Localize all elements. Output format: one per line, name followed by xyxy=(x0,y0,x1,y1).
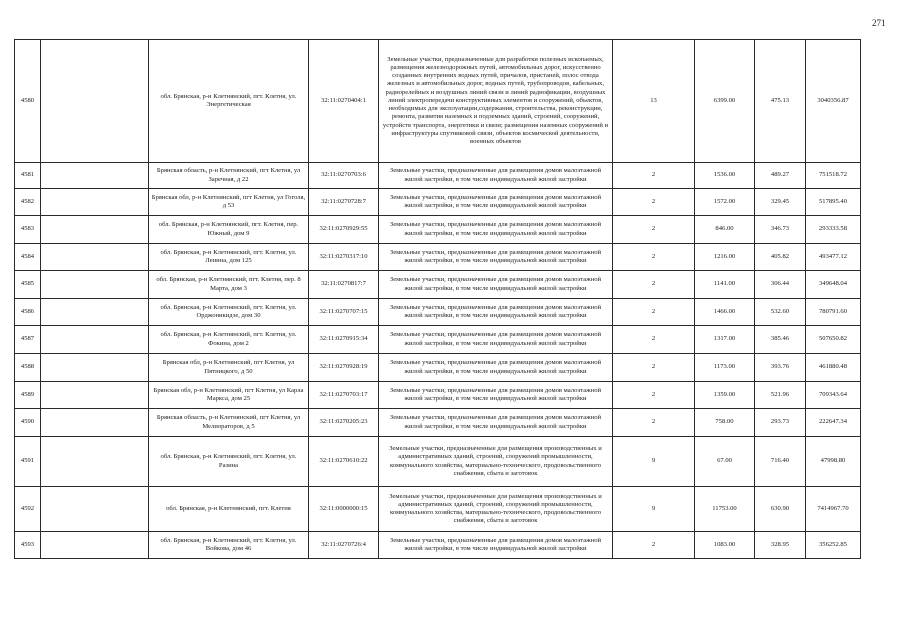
blank-cell xyxy=(41,326,149,354)
area-cell: 1536.00 xyxy=(695,163,755,189)
land-use-cell: Земельные участки, предназначенные для размещения домов малоэтажной жилой застройки, в том числе индивидуальной жилой застройки xyxy=(379,409,613,437)
blank-cell xyxy=(41,163,149,189)
blank-cell xyxy=(41,299,149,326)
group-code-cell: 13 xyxy=(613,40,695,163)
page-number: 271 xyxy=(872,18,886,28)
cadastral-cost-cell: 3040356.87 xyxy=(806,40,861,163)
cadastral-cost-cell: 517895.40 xyxy=(806,189,861,216)
land-use-cell: Земельные участки, предназначенные для размещения домов малоэтажной жилой застройки, в том числе индивидуальной жилой застройки xyxy=(379,271,613,299)
blank-cell xyxy=(41,244,149,271)
address-cell: обл. Брянская, р-н Клетнянский, пгт. Клетня, ул. Ленина, дом 125 xyxy=(149,244,309,271)
group-code-cell: 2 xyxy=(613,382,695,409)
cadastral-cost-cell: 349648.04 xyxy=(806,271,861,299)
cadastral-cost-cell: 507650.82 xyxy=(806,326,861,354)
land-register-table xyxy=(14,39,861,559)
table-row xyxy=(15,437,861,487)
group-code-cell: 9 xyxy=(613,437,695,487)
cadastral-number-cell: 32:11:0270929:55 xyxy=(309,216,379,244)
row-number-cell: 4582 xyxy=(15,189,41,216)
address-cell: обл. Брянская, р-н Клетнянский, пгт. Клетня, ул. Орджоникидзе, дом 30 xyxy=(149,299,309,326)
cadastral-number-cell: 32:11:0270703:17 xyxy=(309,382,379,409)
cadastral-cost-cell: 709343.64 xyxy=(806,382,861,409)
cadastral-number-cell: 32:11:0270404:1 xyxy=(309,40,379,163)
area-cell: 11753.00 xyxy=(695,487,755,532)
group-code-cell: 2 xyxy=(613,271,695,299)
blank-cell xyxy=(41,409,149,437)
area-cell: 846.00 xyxy=(695,216,755,244)
table-row xyxy=(15,163,861,189)
land-use-cell: Земельные участки, предназначенные для размещения домов малоэтажной жилой застройки, в том числе индивидуальной жилой застройки xyxy=(379,244,613,271)
area-cell: 1141.00 xyxy=(695,271,755,299)
cadastral-cost-cell: 461880.48 xyxy=(806,354,861,382)
table-row xyxy=(15,244,861,271)
land-use-cell: Земельные участки, предназначенные для размещения домов малоэтажной жилой застройки, в том числе индивидуальной жилой застройки xyxy=(379,326,613,354)
address-cell: обл. Брянская, р-н Клетнянский, пгт. Клетня xyxy=(149,487,309,532)
land-use-cell: Земельные участки, предназначенные для размещения домов малоэтажной жилой застройки, в том числе индивидуальной жилой застройки xyxy=(379,299,613,326)
table-row xyxy=(15,532,861,559)
group-code-cell: 2 xyxy=(613,163,695,189)
group-code-cell: 2 xyxy=(613,326,695,354)
blank-cell xyxy=(41,271,149,299)
blank-cell xyxy=(41,532,149,559)
table-row xyxy=(15,299,861,326)
table-row xyxy=(15,354,861,382)
table-row xyxy=(15,271,861,299)
address-cell: Брянская область, р-н Клетнянский, пгт Клетня, ул Мелиораторов, д 5 xyxy=(149,409,309,437)
address-cell: обл. Брянская, р-н Клетнянский, пгт. Клетня, ул. Разина xyxy=(149,437,309,487)
group-code-cell: 2 xyxy=(613,244,695,271)
land-use-cell: Земельные участки, предназначенные для разработки полезных ископаемых, размещения железнодорожных путей, автомобильных дорог, искусственно созданных внутренних водных путей, причалов, пристаней, полос отвода железных и автомобильных дорог, водных путей, трубопроводов, кабельных, радиорелейных и воздушных линий связи и линий радиофикации, воздушных линий электропередачи конструктивных элементов и сооружений, объектов, необходимых для эксплуатации,содержания, строительства, реконструкции, ремонта, развития наземных и подземных зданий, строений, сооружений, устройств транспорта, энергетики и связи; размещения наземных сооружений и инфраструктуры спутниковой связи, объектов космической деятельности, военных объектов xyxy=(379,40,613,163)
cadastral-cost-cell: 293333.58 xyxy=(806,216,861,244)
address-cell: обл. Брянская, р-н Клетнянский, пгт. Клетня, ул. Энергетическая xyxy=(149,40,309,163)
row-number-cell: 4583 xyxy=(15,216,41,244)
address-cell: Брянская обл, р-н Клетнянский, пгт Клетня, ул Карла Маркса, дом 25 xyxy=(149,382,309,409)
cadastral-number-cell: 32:11:0270703:6 xyxy=(309,163,379,189)
table-row xyxy=(15,326,861,354)
row-number-cell: 4592 xyxy=(15,487,41,532)
cadastral-cost-cell: 493477.12 xyxy=(806,244,861,271)
land-use-cell: Земельные участки, предназначенные для размещения домов малоэтажной жилой застройки, в том числе индивидуальной жилой застройки xyxy=(379,163,613,189)
cadastral-cost-cell: 780791.60 xyxy=(806,299,861,326)
cadastral-number-cell: 32:11:0270317:10 xyxy=(309,244,379,271)
specific-value-cell: 329.45 xyxy=(755,189,806,216)
cadastral-cost-cell: 7414967.70 xyxy=(806,487,861,532)
specific-value-cell: 489.27 xyxy=(755,163,806,189)
cadastral-number-cell: 32:11:0000000:15 xyxy=(309,487,379,532)
row-number-cell: 4593 xyxy=(15,532,41,559)
row-number-cell: 4585 xyxy=(15,271,41,299)
cadastral-cost-cell: 751518.72 xyxy=(806,163,861,189)
row-number-cell: 4586 xyxy=(15,299,41,326)
blank-cell xyxy=(41,354,149,382)
blank-cell xyxy=(41,487,149,532)
address-cell: Брянская обл, р-н Клетнянский, пгт Клетня, ул Пятницкого, д 50 xyxy=(149,354,309,382)
table-row xyxy=(15,382,861,409)
specific-value-cell: 630.90 xyxy=(755,487,806,532)
cadastral-cost-cell: 222647.34 xyxy=(806,409,861,437)
specific-value-cell: 521.96 xyxy=(755,382,806,409)
specific-value-cell: 385.46 xyxy=(755,326,806,354)
specific-value-cell: 293.73 xyxy=(755,409,806,437)
row-number-cell: 4591 xyxy=(15,437,41,487)
table-row xyxy=(15,189,861,216)
blank-cell xyxy=(41,40,149,163)
area-cell: 1572.00 xyxy=(695,189,755,216)
blank-cell xyxy=(41,189,149,216)
row-number-cell: 4587 xyxy=(15,326,41,354)
land-use-cell: Земельные участки, предназначенные для размещения производственных и административных зданий, строений, сооружений промышленности, коммунального хозяйства, материально-технического, продовольственного снабжения, сбыта и заготовок xyxy=(379,437,613,487)
address-cell: обл. Брянская, р-н Клетнянский, пгт. Клетня, ул. Войкова, дом 46 xyxy=(149,532,309,559)
cadastral-number-cell: 32:11:0270205:23 xyxy=(309,409,379,437)
row-number-cell: 4580 xyxy=(15,40,41,163)
land-use-cell: Земельные участки, предназначенные для размещения домов малоэтажной жилой застройки, в том числе индивидуальной жилой застройки xyxy=(379,216,613,244)
group-code-cell: 2 xyxy=(613,409,695,437)
specific-value-cell: 532.60 xyxy=(755,299,806,326)
specific-value-cell: 306.44 xyxy=(755,271,806,299)
table-row xyxy=(15,40,861,163)
land-use-cell: Земельные участки, предназначенные для размещения домов малоэтажной жилой застройки, в том числе индивидуальной жилой застройки xyxy=(379,354,613,382)
cadastral-number-cell: 32:11:0270610:22 xyxy=(309,437,379,487)
area-cell: 1466.00 xyxy=(695,299,755,326)
table-row xyxy=(15,409,861,437)
area-cell: 1216.00 xyxy=(695,244,755,271)
land-use-cell: Земельные участки, предназначенные для размещения домов малоэтажной жилой застройки, в том числе индивидуальной жилой застройки xyxy=(379,382,613,409)
row-number-cell: 4581 xyxy=(15,163,41,189)
table-row xyxy=(15,216,861,244)
cadastral-number-cell: 32:11:0270915:34 xyxy=(309,326,379,354)
blank-cell xyxy=(41,437,149,487)
land-use-cell: Земельные участки, предназначенные для размещения домов малоэтажной жилой застройки, в том числе индивидуальной жилой застройки xyxy=(379,532,613,559)
cadastral-cost-cell: 47998.80 xyxy=(806,437,861,487)
address-cell: обл. Брянская, р-н Клетнянский, пгт. Клетня, ул. Фокина, дом 2 xyxy=(149,326,309,354)
specific-value-cell: 405.82 xyxy=(755,244,806,271)
area-cell: 1083.00 xyxy=(695,532,755,559)
area-cell: 1317.00 xyxy=(695,326,755,354)
cadastral-cost-cell: 356252.85 xyxy=(806,532,861,559)
specific-value-cell: 328.95 xyxy=(755,532,806,559)
address-cell: Брянская обл, р-н Клетнянский, пгт Клетня, ул Гоголя, д 53 xyxy=(149,189,309,216)
group-code-cell: 2 xyxy=(613,532,695,559)
land-use-cell: Земельные участки, предназначенные для размещения домов малоэтажной жилой застройки, в том числе индивидуальной жилой застройки xyxy=(379,189,613,216)
group-code-cell: 2 xyxy=(613,299,695,326)
row-number-cell: 4588 xyxy=(15,354,41,382)
row-number-cell: 4590 xyxy=(15,409,41,437)
address-cell: обл. Брянская, р-н Клетнянский, пгт. Клетня, пер. Южный, дом 9 xyxy=(149,216,309,244)
cadastral-number-cell: 32:11:0270817:7 xyxy=(309,271,379,299)
row-number-cell: 4589 xyxy=(15,382,41,409)
group-code-cell: 2 xyxy=(613,216,695,244)
area-cell: 758.00 xyxy=(695,409,755,437)
address-cell: Брянская область, р-н Клетнянский, пгт Клетня, ул Заречная, д 22 xyxy=(149,163,309,189)
specific-value-cell: 346.73 xyxy=(755,216,806,244)
row-number-cell: 4584 xyxy=(15,244,41,271)
group-code-cell: 2 xyxy=(613,354,695,382)
specific-value-cell: 716.40 xyxy=(755,437,806,487)
group-code-cell: 2 xyxy=(613,189,695,216)
table-row xyxy=(15,487,861,532)
land-use-cell: Земельные участки, предназначенные для размещения производственных и административных зданий, строений, сооружений промышленности, коммунального хозяйства, материально-технического, продовольственного снабжения, сбыта и заготовок xyxy=(379,487,613,532)
cadastral-number-cell: 32:11:0270928:19 xyxy=(309,354,379,382)
cadastral-number-cell: 32:11:0270707:15 xyxy=(309,299,379,326)
area-cell: 6399.00 xyxy=(695,40,755,163)
area-cell: 67.00 xyxy=(695,437,755,487)
group-code-cell: 9 xyxy=(613,487,695,532)
blank-cell xyxy=(41,382,149,409)
cadastral-number-cell: 32:11:0270726:4 xyxy=(309,532,379,559)
specific-value-cell: 475.13 xyxy=(755,40,806,163)
area-cell: 1359.00 xyxy=(695,382,755,409)
specific-value-cell: 393.76 xyxy=(755,354,806,382)
blank-cell xyxy=(41,216,149,244)
area-cell: 1173.00 xyxy=(695,354,755,382)
address-cell: обл. Брянская, р-н Клетнянский, пгт. Клетня, пер. 8 Марта, дом 3 xyxy=(149,271,309,299)
cadastral-number-cell: 32:11:0270728:7 xyxy=(309,189,379,216)
